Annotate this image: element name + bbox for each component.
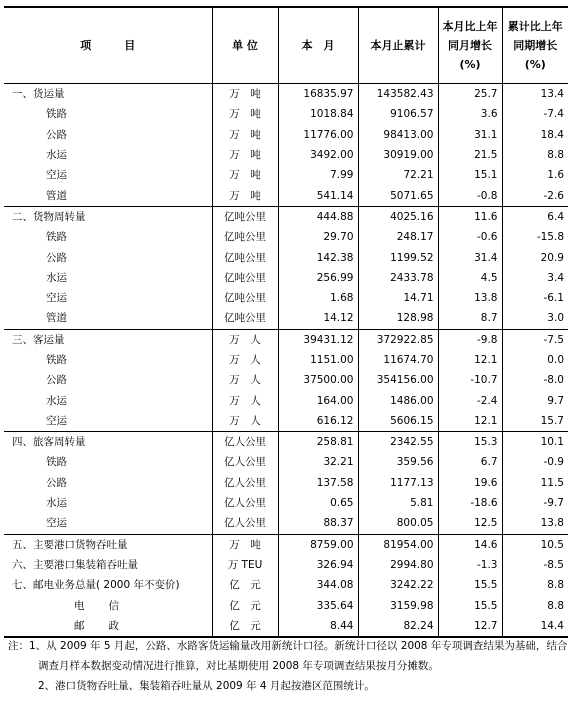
row-name: 七、邮电业务总量( 2000 年不变价)	[4, 575, 212, 595]
table-row	[4, 432, 568, 453]
row-unit: 万 吨	[212, 84, 278, 105]
row-name: 公路	[4, 370, 212, 390]
row-yoy-cumulative: -15.8	[502, 227, 568, 247]
table-row	[4, 616, 568, 637]
table-row	[4, 288, 568, 308]
row-month-value: 1.68	[278, 288, 358, 308]
row-cumulative-value: 128.98	[358, 308, 438, 329]
row-cumulative-value: 3242.22	[358, 575, 438, 595]
table-row	[4, 227, 568, 247]
table-body	[4, 84, 568, 638]
row-name: 空运	[4, 288, 212, 308]
row-name: 水运	[4, 268, 212, 288]
row-yoy-month: 4.5	[438, 268, 502, 288]
table-row	[4, 185, 568, 206]
row-unit: 万 吨	[212, 145, 278, 165]
row-month-value: 7.99	[278, 165, 358, 185]
row-yoy-month: 15.3	[438, 432, 502, 453]
row-yoy-cumulative: -7.5	[502, 329, 568, 350]
row-cumulative-value: 248.17	[358, 227, 438, 247]
row-month-value: 8.44	[278, 616, 358, 637]
row-cumulative-value: 9106.57	[358, 104, 438, 124]
row-cumulative-value: 372922.85	[358, 329, 438, 350]
table-row	[4, 268, 568, 288]
row-yoy-month: 15.1	[438, 165, 502, 185]
row-name: 公路	[4, 473, 212, 493]
row-name: 空运	[4, 513, 212, 534]
header-item: 项 目	[4, 7, 212, 84]
row-cumulative-value: 354156.00	[358, 370, 438, 390]
row-cumulative-value: 5606.15	[358, 411, 438, 432]
row-unit: 亿人公里	[212, 473, 278, 493]
row-name: 水运	[4, 390, 212, 410]
row-yoy-cumulative: 15.7	[502, 411, 568, 432]
row-yoy-month: 6.7	[438, 452, 502, 472]
row-cumulative-value: 14.71	[358, 288, 438, 308]
row-cumulative-value: 82.24	[358, 616, 438, 637]
row-month-value: 0.65	[278, 493, 358, 513]
row-yoy-month: 12.7	[438, 616, 502, 637]
row-yoy-cumulative: 6.4	[502, 206, 568, 227]
row-cumulative-value: 2433.78	[358, 268, 438, 288]
row-yoy-cumulative: -6.1	[502, 288, 568, 308]
row-yoy-month: 14.6	[438, 534, 502, 555]
header-yoy-month: 本月比上年同月增长(%)	[438, 7, 502, 84]
table-row	[4, 206, 568, 227]
table-row	[4, 595, 568, 615]
row-month-value: 8759.00	[278, 534, 358, 555]
row-yoy-month: -2.4	[438, 390, 502, 410]
row-unit: 亿人公里	[212, 432, 278, 453]
table-row	[4, 534, 568, 555]
row-cumulative-value: 5071.65	[358, 185, 438, 206]
row-yoy-month: -18.6	[438, 493, 502, 513]
row-month-value: 335.64	[278, 595, 358, 615]
table-row	[4, 513, 568, 534]
row-yoy-cumulative: 9.7	[502, 390, 568, 410]
row-cumulative-value: 3159.98	[358, 595, 438, 615]
row-yoy-month: 13.8	[438, 288, 502, 308]
table-row	[4, 165, 568, 185]
row-yoy-cumulative: 1.6	[502, 165, 568, 185]
table-row	[4, 575, 568, 595]
table-row	[4, 84, 568, 105]
row-month-value: 344.08	[278, 575, 358, 595]
row-month-value: 39431.12	[278, 329, 358, 350]
row-yoy-cumulative: 13.8	[502, 513, 568, 534]
row-yoy-month: -10.7	[438, 370, 502, 390]
row-yoy-cumulative: 20.9	[502, 247, 568, 267]
row-unit: 万 吨	[212, 534, 278, 555]
header-cumulative: 本月止累计	[358, 7, 438, 84]
row-yoy-cumulative: 3.0	[502, 308, 568, 329]
row-yoy-cumulative: 13.4	[502, 84, 568, 105]
row-cumulative-value: 72.21	[358, 165, 438, 185]
table-row	[4, 370, 568, 390]
row-yoy-month: 15.5	[438, 575, 502, 595]
row-unit: 万 吨	[212, 185, 278, 206]
row-month-value: 29.70	[278, 227, 358, 247]
row-yoy-month: 11.6	[438, 206, 502, 227]
row-yoy-cumulative: 0.0	[502, 350, 568, 370]
footnotes	[8, 636, 568, 696]
row-name: 公路	[4, 125, 212, 145]
table-row	[4, 125, 568, 145]
row-month-value: 256.99	[278, 268, 358, 288]
footnote-2: 2、港口货物吞吐量、集装箱吞吐量从 2009 年 4 月起按港区范围统计。	[38, 680, 375, 692]
row-unit: 亿吨公里	[212, 288, 278, 308]
row-name: 空运	[4, 411, 212, 432]
row-name: 水运	[4, 493, 212, 513]
row-name: 管道	[4, 308, 212, 329]
row-yoy-month: 15.5	[438, 595, 502, 615]
row-yoy-month: 12.5	[438, 513, 502, 534]
row-yoy-cumulative: -8.0	[502, 370, 568, 390]
row-month-value: 1018.84	[278, 104, 358, 124]
row-name: 一、货运量	[4, 84, 212, 105]
table-row	[4, 493, 568, 513]
row-yoy-cumulative: 14.4	[502, 616, 568, 637]
row-cumulative-value: 143582.43	[358, 84, 438, 105]
row-yoy-cumulative: -0.9	[502, 452, 568, 472]
table-header	[4, 7, 568, 84]
row-cumulative-value: 1177.13	[358, 473, 438, 493]
row-yoy-month: 12.1	[438, 350, 502, 370]
table-row	[4, 350, 568, 370]
row-cumulative-value: 30919.00	[358, 145, 438, 165]
header-month: 本 月	[278, 7, 358, 84]
row-yoy-cumulative: 3.4	[502, 268, 568, 288]
row-yoy-month: 8.7	[438, 308, 502, 329]
row-name: 五、主要港口货物吞吐量	[4, 534, 212, 555]
row-cumulative-value: 800.05	[358, 513, 438, 534]
row-name: 管道	[4, 185, 212, 206]
row-name: 铁路	[4, 227, 212, 247]
table-row	[4, 145, 568, 165]
row-name: 邮 政	[4, 616, 212, 637]
row-yoy-cumulative: -7.4	[502, 104, 568, 124]
row-cumulative-value: 5.81	[358, 493, 438, 513]
row-name: 铁路	[4, 452, 212, 472]
header-unit: 单 位	[212, 7, 278, 84]
row-month-value: 14.12	[278, 308, 358, 329]
row-unit: 万 吨	[212, 125, 278, 145]
row-yoy-month: 3.6	[438, 104, 502, 124]
row-unit: 亿吨公里	[212, 247, 278, 267]
row-month-value: 11776.00	[278, 125, 358, 145]
table-row	[4, 390, 568, 410]
row-name: 水运	[4, 145, 212, 165]
row-unit: 亿吨公里	[212, 227, 278, 247]
row-month-value: 541.14	[278, 185, 358, 206]
row-month-value: 32.21	[278, 452, 358, 472]
row-month-value: 616.12	[278, 411, 358, 432]
row-yoy-cumulative: -8.5	[502, 555, 568, 575]
row-cumulative-value: 11674.70	[358, 350, 438, 370]
row-unit: 万 人	[212, 411, 278, 432]
row-unit: 万 吨	[212, 104, 278, 124]
row-yoy-cumulative: 18.4	[502, 125, 568, 145]
row-month-value: 326.94	[278, 555, 358, 575]
row-cumulative-value: 2994.80	[358, 555, 438, 575]
row-cumulative-value: 1199.52	[358, 247, 438, 267]
row-unit: 亿 元	[212, 595, 278, 615]
row-month-value: 3492.00	[278, 145, 358, 165]
row-cumulative-value: 98413.00	[358, 125, 438, 145]
row-yoy-month: 25.7	[438, 84, 502, 105]
row-month-value: 1151.00	[278, 350, 358, 370]
row-yoy-month: -0.8	[438, 185, 502, 206]
row-cumulative-value: 359.56	[358, 452, 438, 472]
row-unit: 亿 元	[212, 575, 278, 595]
row-yoy-cumulative: 8.8	[502, 575, 568, 595]
row-yoy-month: 31.4	[438, 247, 502, 267]
row-name: 电 信	[4, 595, 212, 615]
row-yoy-cumulative: -9.7	[502, 493, 568, 513]
row-name: 空运	[4, 165, 212, 185]
row-unit: 万 TEU	[212, 555, 278, 575]
row-cumulative-value: 2342.55	[358, 432, 438, 453]
row-unit: 万 人	[212, 350, 278, 370]
row-month-value: 258.81	[278, 432, 358, 453]
table-row	[4, 473, 568, 493]
row-yoy-month: 21.5	[438, 145, 502, 165]
row-yoy-cumulative: 11.5	[502, 473, 568, 493]
row-unit: 亿人公里	[212, 452, 278, 472]
row-unit: 亿吨公里	[212, 308, 278, 329]
row-month-value: 16835.97	[278, 84, 358, 105]
row-yoy-cumulative: 8.8	[502, 145, 568, 165]
row-name: 六、主要港口集装箱吞吐量	[4, 555, 212, 575]
row-month-value: 164.00	[278, 390, 358, 410]
row-cumulative-value: 4025.16	[358, 206, 438, 227]
row-month-value: 37500.00	[278, 370, 358, 390]
row-month-value: 88.37	[278, 513, 358, 534]
row-yoy-month: -0.6	[438, 227, 502, 247]
row-yoy-cumulative: 10.5	[502, 534, 568, 555]
row-unit: 亿人公里	[212, 493, 278, 513]
table-row	[4, 452, 568, 472]
row-unit: 万 人	[212, 370, 278, 390]
row-month-value: 142.38	[278, 247, 358, 267]
row-unit: 万 人	[212, 390, 278, 410]
row-month-value: 137.58	[278, 473, 358, 493]
row-yoy-cumulative: 8.8	[502, 595, 568, 615]
table-row	[4, 247, 568, 267]
row-unit: 亿 元	[212, 616, 278, 637]
row-name: 铁路	[4, 104, 212, 124]
table-row	[4, 555, 568, 575]
row-unit: 万 吨	[212, 165, 278, 185]
row-name: 二、货物周转量	[4, 206, 212, 227]
row-unit: 万 人	[212, 329, 278, 350]
row-cumulative-value: 1486.00	[358, 390, 438, 410]
row-name: 三、客运量	[4, 329, 212, 350]
row-yoy-cumulative: 10.1	[502, 432, 568, 453]
row-month-value: 444.88	[278, 206, 358, 227]
table-row	[4, 411, 568, 432]
row-cumulative-value: 81954.00	[358, 534, 438, 555]
transport-statistics-table	[4, 6, 568, 638]
row-yoy-month: -9.8	[438, 329, 502, 350]
row-yoy-month: 19.6	[438, 473, 502, 493]
row-yoy-month: 31.1	[438, 125, 502, 145]
row-unit: 亿吨公里	[212, 206, 278, 227]
row-name: 铁路	[4, 350, 212, 370]
row-name: 公路	[4, 247, 212, 267]
table-row	[4, 104, 568, 124]
row-yoy-month: 12.1	[438, 411, 502, 432]
table-row	[4, 308, 568, 329]
footnote-1: 注：1、从 2009 年 5 月起，公路、水路客货运输量改用新统计口径。新统计口径以 2008 年专项调查结果为基础，结合调查月样本数据变动情况进行推算，对比基期使用 2008 年专项调查结果按月分摊数。	[8, 640, 568, 672]
row-name: 四、旅客周转量	[4, 432, 212, 453]
row-yoy-cumulative: -2.6	[502, 185, 568, 206]
table-row	[4, 329, 568, 350]
header-yoy-cumulative: 累计比上年同期增长(%)	[502, 7, 568, 84]
row-unit: 亿人公里	[212, 513, 278, 534]
row-yoy-month: -1.3	[438, 555, 502, 575]
row-unit: 亿吨公里	[212, 268, 278, 288]
